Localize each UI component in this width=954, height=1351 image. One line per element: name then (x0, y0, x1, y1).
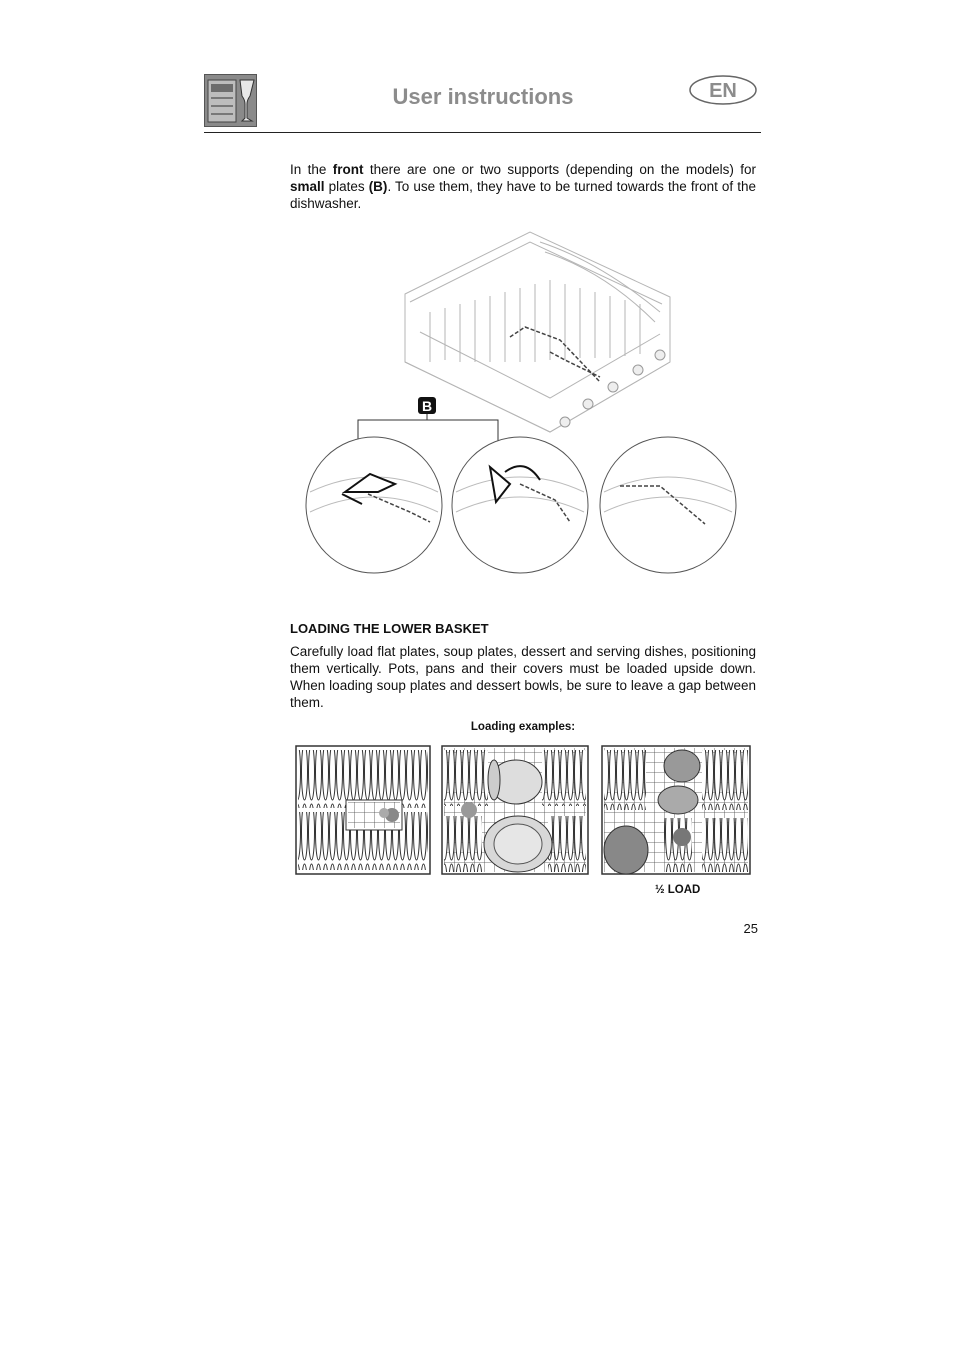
loading-examples-label: Loading examples: (470, 721, 576, 733)
loading-instructions-paragraph: Carefully load flat plates, soup plates, dessert and serving dishes, positioning them vertically. Pots, pans and their covers must be loaded upside down. When loading soup plates and dessert bowls, be sure to leave a gap between them. (290, 644, 756, 710)
section-heading: LOADING THE LOWER BASKET (290, 621, 489, 636)
figure-label-b: B (421, 398, 433, 414)
upper-basket-illustration (300, 222, 748, 582)
basket-example-full-load (296, 746, 430, 874)
half-load-caption: ½ LOAD (655, 884, 701, 896)
lower-basket-examples-illustration (294, 742, 756, 880)
language-badge-text: EN (709, 80, 737, 102)
basket-example-mixed-load (442, 746, 588, 874)
dishwasher-glass-icon (204, 74, 257, 127)
language-badge (688, 74, 758, 106)
basket-example-half-load (602, 746, 750, 874)
page-number: 25 (743, 921, 758, 936)
intro-paragraph: In the front there are one or two supports (depending on the models) for small plates (B). To use them, they have to be turned towards the front of the dishwasher. (290, 162, 757, 211)
header-divider (204, 132, 761, 133)
page-title: User instructions (392, 84, 574, 109)
